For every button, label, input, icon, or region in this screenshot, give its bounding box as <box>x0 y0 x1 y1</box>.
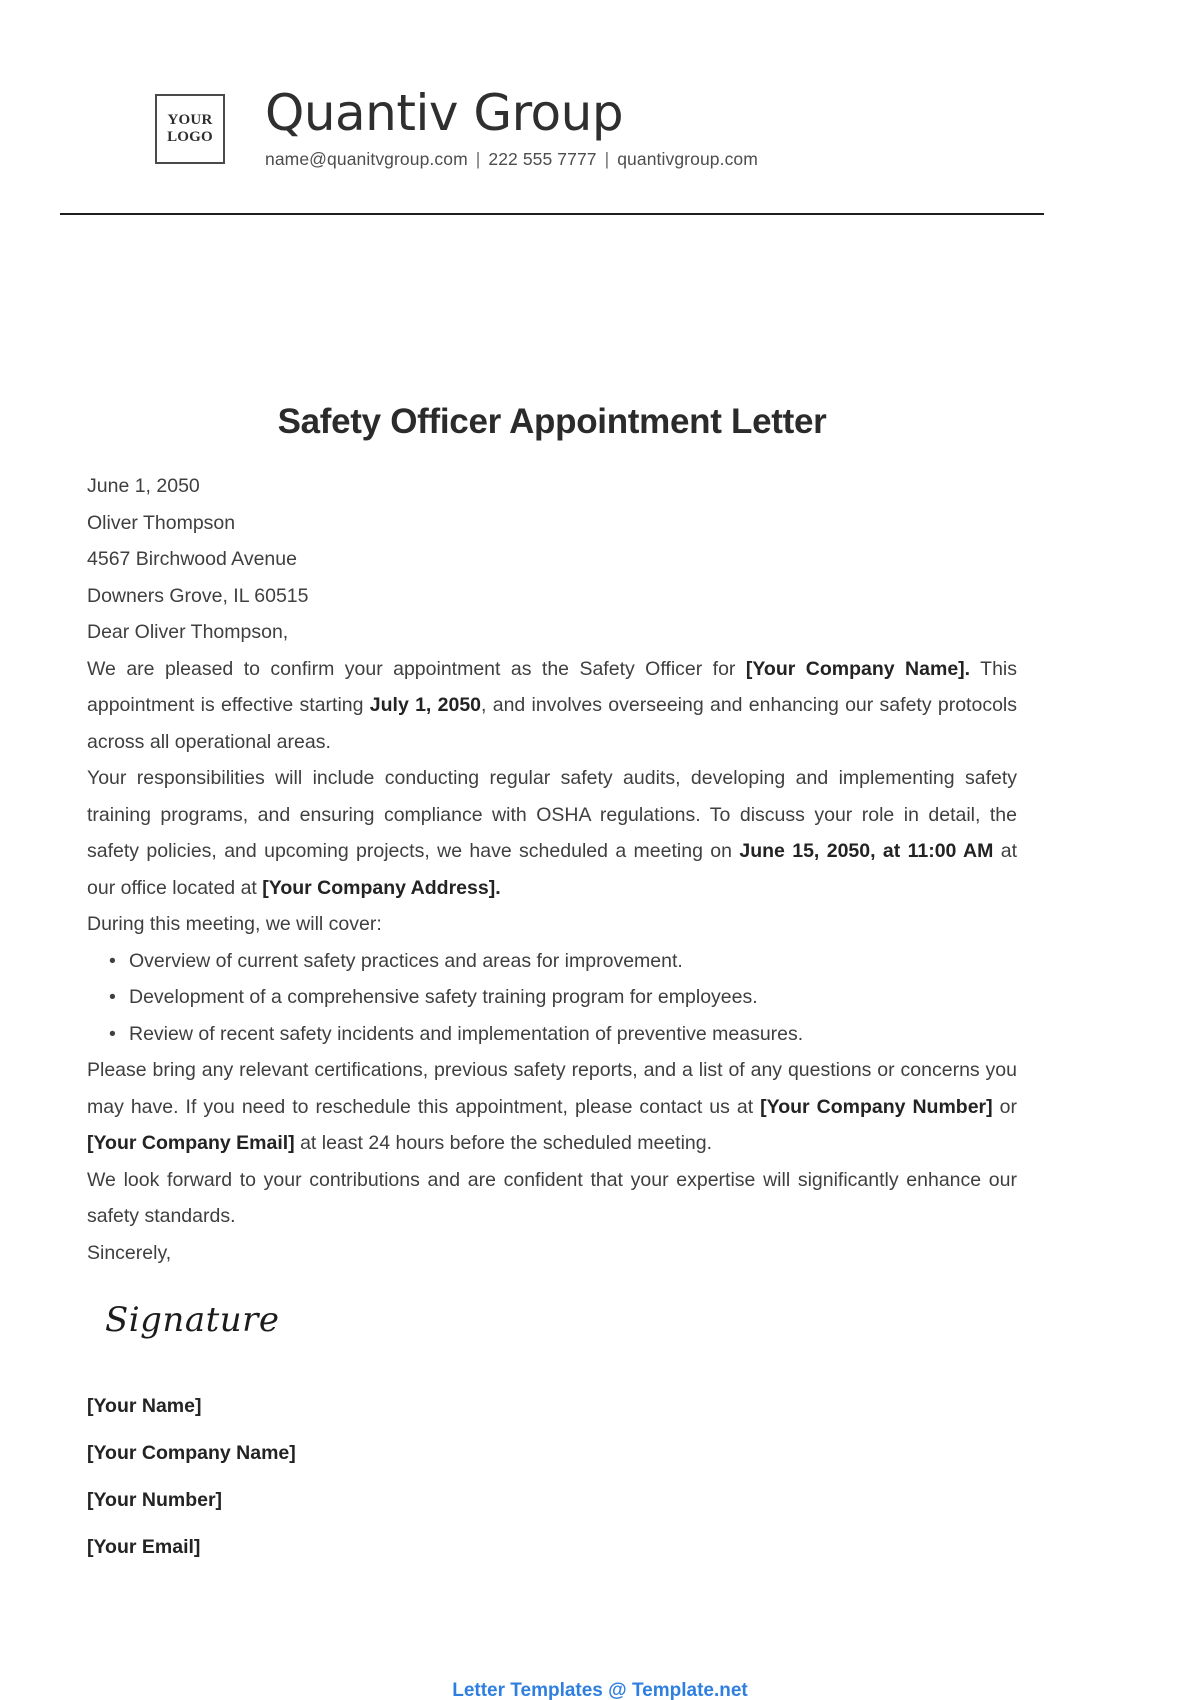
company-address-placeholder: [Your Company Address]. <box>262 876 501 899</box>
logo-line-2: LOGO <box>167 129 213 145</box>
contact-separator-2: | <box>604 149 610 169</box>
signer-email: [Your Email] <box>87 1536 201 1558</box>
signature-image: Signature <box>105 1300 280 1340</box>
meeting-agenda-list <box>87 943 1017 1053</box>
page-title: Safety Officer Appointment Letter <box>277 402 827 441</box>
para2-text-c: at our office located at <box>87 840 1018 899</box>
header-divider <box>60 213 1044 215</box>
sign-off: Sincerely, <box>87 1241 172 1264</box>
paragraph-responsibilities <box>87 760 1017 906</box>
list-item: • Development of a comprehensive safety training program for employees. <box>109 979 1017 1016</box>
para1-text-c: This appointment is effective starting <box>87 657 1017 716</box>
list-item: • Review of recent safety incidents and implementation of preventive measures. <box>109 1016 1017 1053</box>
contact-separator-1: | <box>475 149 481 169</box>
recipient-name: Oliver Thompson <box>87 511 236 534</box>
signer-company: [Your Company Name] <box>87 1442 296 1464</box>
effective-date: July 1, 2050 <box>369 694 482 716</box>
para1-text-a: We are pleased to confirm your appointment as the Safety Officer for <box>87 657 746 680</box>
para3-text-c: or <box>992 1095 1017 1118</box>
meeting-datetime: June 15, 2050, at 11:00 AM <box>739 840 994 862</box>
logo-placeholder <box>155 94 225 164</box>
brand-block <box>265 78 758 170</box>
signer-name: [Your Name] <box>87 1395 202 1417</box>
company-number-placeholder: [Your Company Number] <box>760 1095 993 1118</box>
meeting-intro: During this meeting, we will cover: <box>87 913 382 935</box>
salutation: Dear Oliver Thompson, <box>87 621 289 643</box>
signature-block <box>87 1383 1017 1571</box>
company-name: Quantiv Group <box>265 84 624 142</box>
footer-attribution[interactable]: Letter Templates @ Template.net <box>452 1680 748 1700</box>
contact-line <box>265 148 758 170</box>
list-item: • Overview of current safety practices and areas for improvement. <box>109 943 1017 980</box>
recipient-street: 4567 Birchwood Avenue <box>87 548 297 570</box>
paragraph-closing-remarks: We look forward to your contributions and are confident that your expertise will significantly enhance our safety standards. <box>87 1168 1017 1227</box>
letter-body <box>87 400 1017 1571</box>
letterhead <box>0 0 1200 170</box>
para2-text-a: Your responsibilities will include conducting regular safety audits, developing and implementing safety training programs, and ensuring compliance with OSHA regulations. To discuss your role in detail, the safety policies, and upcoming projects, we have scheduled a meeting on <box>87 767 1017 862</box>
para3-text-e: at least 24 hours before the scheduled meeting. <box>294 1132 713 1154</box>
signature-spacer <box>87 1271 1017 1299</box>
contact-phone: 222 555 7777 <box>488 149 597 169</box>
company-email-placeholder: [Your Company Email] <box>87 1132 295 1154</box>
signer-number: [Your Number] <box>87 1489 223 1511</box>
recipient-city: Downers Grove, IL 60515 <box>87 584 309 607</box>
paragraph-bring-items <box>87 1052 1017 1162</box>
contact-email: name@quanitvgroup.com <box>265 149 468 169</box>
contact-website: quantivgroup.com <box>617 149 758 169</box>
company-name-placeholder: [Your Company Name]. <box>745 657 971 680</box>
logo-line-1: YOUR <box>167 112 213 128</box>
para1-text-e: , and involves overseeing and enhancing our safety protocols across all operational areas. <box>87 694 1017 753</box>
para3-text-a: Please bring any relevant certifications, previous safety reports, and a list of any questions or concerns you may have. If you need to reschedule this appointment, please contact us at <box>87 1059 1017 1118</box>
paragraph-appointment <box>87 651 1017 761</box>
letter-date: June 1, 2050 <box>87 475 200 497</box>
